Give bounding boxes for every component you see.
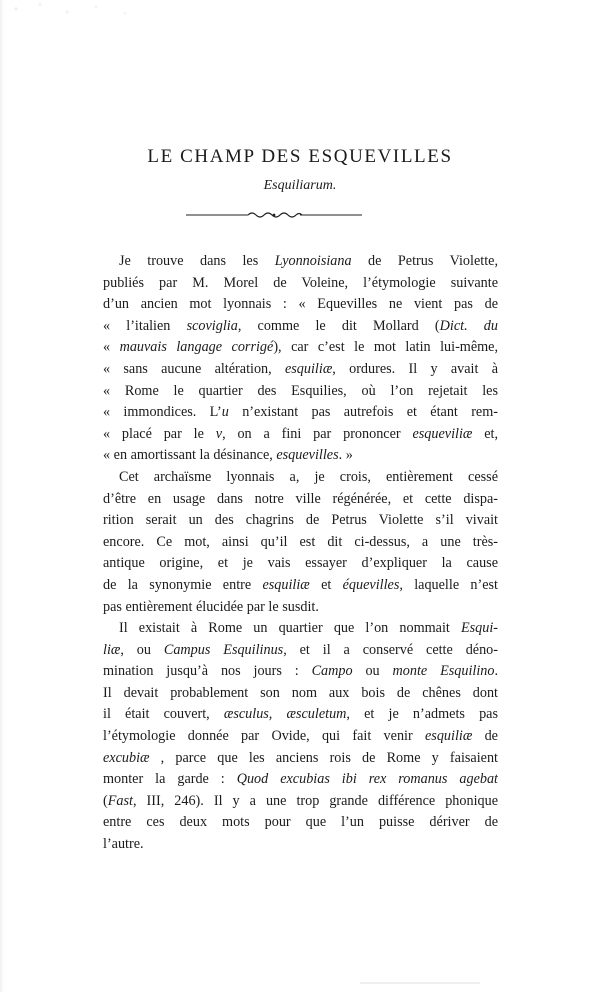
- text-line: [103, 726, 498, 748]
- text-run: « placé par le: [103, 425, 216, 442]
- text-run: de Petrus Violette,: [351, 253, 498, 269]
- text-run: « sans aucune altération,: [103, 360, 285, 377]
- text-line: [103, 834, 498, 856]
- text-run: « Rome le quartier des Esquilies, où l’on rejetait les: [103, 382, 498, 399]
- text-run: Il existait à Rome un quartier que l’on nommait: [119, 620, 461, 637]
- text-run: (: [103, 792, 108, 809]
- italic-text: Lyonnoisiana: [274, 253, 352, 269]
- text-line: [103, 294, 498, 316]
- text-run: de: [472, 728, 498, 745]
- paper-speckle: [0, 0, 160, 22]
- text-run: , parce que les anciens rois de Rome y faisaient: [149, 749, 498, 766]
- text-line: [103, 553, 498, 575]
- text-run: et,: [472, 425, 498, 442]
- text-run: , ordures. Il y avait à: [332, 360, 498, 377]
- italic-text: Dict. du: [439, 317, 498, 334]
- italic-text: mauvais langage corrigé: [119, 339, 274, 356]
- italic-text: Esqui-: [460, 620, 498, 637]
- text-line: [103, 467, 498, 489]
- text-line: [103, 273, 498, 295]
- text-line: [103, 381, 498, 403]
- text-run: Je trouve dans les: [119, 253, 275, 269]
- text-run: et: [309, 576, 343, 593]
- text-run: pas entièrement élucidée par le susdit.: [103, 598, 319, 615]
- italic-text: esquiliæ: [262, 576, 310, 593]
- text-line: [103, 618, 498, 640]
- text-run: ), car c’est le mot latin lui-même,: [273, 339, 498, 356]
- italic-text: Quod excubias ibi rex romanus agebat: [236, 771, 498, 788]
- italic-text: Fast: [107, 792, 133, 809]
- text-run: d’un ancien mot lyonnais : « Equevilles ne vient pas de: [103, 296, 498, 313]
- body-text: [103, 251, 498, 856]
- italic-text: esqueviliæ: [412, 425, 473, 442]
- italic-text: Campus Esquilinus: [163, 641, 284, 658]
- italic-text: esquiliæ: [425, 728, 473, 745]
- ornamental-rule-icon: [186, 209, 362, 221]
- italic-text: æsculus, æsculetum: [223, 706, 347, 723]
- text-line: [103, 575, 498, 597]
- text-run: mination jusqu’à nos jours :: [103, 663, 312, 680]
- text-run: « en amortissant la désinance,: [103, 447, 277, 464]
- text-run: encore. Ce mot, ainsi qu’il est dit ci-dessus, a une très-: [103, 533, 498, 550]
- text-run: , on a fini par prononcer: [222, 425, 413, 442]
- text-line: [103, 812, 498, 834]
- text-run: il était couvert,: [103, 706, 224, 723]
- chapter-title: LE CHAMP DES ESQUEVILLES: [147, 146, 453, 167]
- text-line: [103, 316, 498, 338]
- text-run: . »: [338, 447, 353, 464]
- text-line: [103, 402, 498, 424]
- text-run: Il devait probablement son nom aux bois de chênes dont: [103, 684, 498, 701]
- text-run: publiés par M. Morel de Voleine, l’étymologie suivante: [103, 274, 498, 291]
- text-line: [103, 661, 498, 683]
- text-run: entre ces deux mots pour que l’un puisse dériver de: [103, 814, 498, 831]
- page-bottom-smudge: [360, 982, 480, 984]
- text-line: [103, 424, 498, 446]
- text-line: [103, 640, 498, 662]
- italic-text: monte Esquilino: [392, 663, 495, 680]
- italic-text: excubiæ: [103, 749, 150, 766]
- text-run: , et il a conservé cette déno-: [283, 641, 498, 658]
- text-run: , ou: [120, 641, 164, 658]
- text-line: [103, 748, 498, 770]
- text-line: [103, 597, 498, 619]
- text-run: n’existant pas autrefois et étant rem-: [228, 404, 498, 421]
- text-run: d’être en usage dans notre ville régénérée, et cette dispa-: [103, 490, 498, 507]
- text-line: [103, 489, 498, 511]
- italic-text: esquiliæ: [284, 360, 333, 377]
- text-run: Cet archaïsme lyonnais a, je crois, entièrement cessé: [119, 468, 498, 485]
- italic-text: v: [215, 425, 223, 442]
- text-line: [103, 704, 498, 726]
- text-run: de la synonymie entre: [103, 576, 263, 593]
- text-run: ou: [352, 663, 393, 680]
- text-line: [103, 445, 498, 467]
- text-line: [103, 791, 498, 813]
- text-line: [103, 532, 498, 554]
- text-run: «: [103, 339, 120, 356]
- chapter-subtitle: Esquiliarum.: [263, 178, 337, 193]
- text-run: « immondices. L’: [103, 404, 222, 421]
- text-run: laquelle n’est: [402, 576, 498, 593]
- text-run: antique origine, et je vais essayer d’expliquer la cause: [103, 555, 498, 572]
- text-run: rition serait un des chagrins de Petrus Violette s’il vivait: [103, 512, 498, 529]
- text-line: [103, 769, 498, 791]
- italic-text: esquevilles: [276, 447, 339, 464]
- text-run: monter la garde :: [103, 771, 237, 788]
- italic-text: Campo: [311, 663, 353, 680]
- text-line: [103, 683, 498, 705]
- italic-text: scoviglia: [186, 317, 238, 334]
- text-line: [103, 510, 498, 532]
- text-run: , III, 246). Il y a une trop grande différence phonique: [132, 792, 498, 809]
- text-run: , comme le dit Mollard (: [237, 317, 440, 334]
- text-line: [103, 359, 498, 381]
- text-run: l’étymologie donnée par Ovide, qui fait venir: [103, 728, 425, 745]
- italic-text: équevilles,: [342, 576, 403, 593]
- text-line: [103, 337, 498, 359]
- text-run: , et je n’admets pas: [346, 706, 498, 723]
- italic-text: u: [221, 404, 229, 421]
- text-line: [103, 251, 498, 273]
- italic-text: liæ: [103, 641, 121, 658]
- text-run: l’autre.: [103, 836, 144, 853]
- text-run: « l’italien: [103, 317, 187, 334]
- text-run: .: [494, 663, 498, 680]
